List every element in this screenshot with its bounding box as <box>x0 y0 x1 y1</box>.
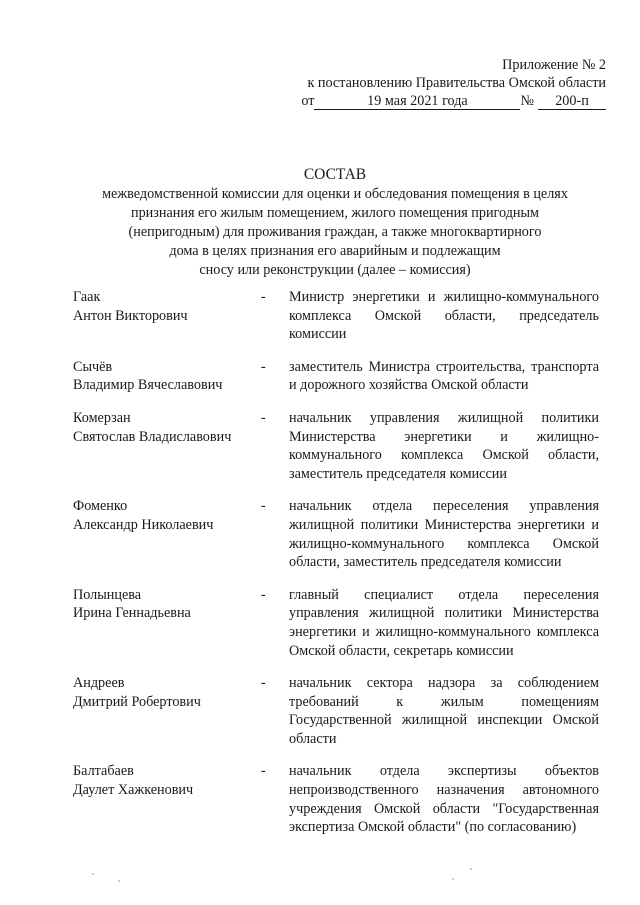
date-prefix: от <box>301 93 315 109</box>
member-given-names: Александр Николаевич <box>73 516 214 533</box>
member-given-names: Ирина Геннадьевна <box>73 605 191 622</box>
member-dash: - <box>261 498 266 515</box>
appendix-date-line <box>246 92 606 110</box>
scan-speck <box>470 868 472 870</box>
member-surname: Сычёв <box>73 358 113 375</box>
title-heading: СОСТАВ <box>303 166 367 183</box>
member-given-names: Даулет Хажкенович <box>73 782 194 799</box>
member-role: начальник сектора надзора за соблюдением требований к жилым помещениям Государственной жилищной инспекции Омской области <box>289 675 599 747</box>
scan-speck <box>92 873 94 875</box>
member-name <box>73 409 261 446</box>
member-role: Министр энергетики и жилищно-коммунального комплекса Омской области, председатель комиссии <box>289 289 599 343</box>
member-surname: Андреев <box>73 675 125 692</box>
member-given-names: Владимир Вячеславович <box>73 377 223 394</box>
member-given-names: Антон Викторович <box>73 307 188 324</box>
member-entry <box>73 762 599 836</box>
members-list <box>73 288 599 851</box>
member-given-names: Святослав Владиславович <box>73 428 232 445</box>
title-line: межведомственной комиссии для оценки и обследования помещения в целях <box>102 186 568 202</box>
member-dash: - <box>261 289 266 305</box>
member-name <box>73 358 261 395</box>
member-role: заместитель Министра строительства, транспорта и дорожного хозяйства Омской области <box>289 358 599 394</box>
member-name <box>73 674 261 711</box>
member-dash: - <box>261 763 266 780</box>
member-surname: Балтабаев <box>73 763 134 780</box>
title-line: дома в целях признания его аварийным и подлежащим <box>169 243 501 259</box>
member-surname: Фоменко <box>73 498 128 515</box>
appendix-number: Приложение № 2 <box>502 57 606 73</box>
member-name <box>73 586 261 623</box>
appendix-header <box>246 56 606 110</box>
number-prefix: № <box>520 93 534 109</box>
member-role: начальник управления жилищной политики Министерства энергетики и жилищно-коммунального комплекса Омской области, заместитель председателя комиссии <box>289 409 599 482</box>
scan-speck <box>452 878 454 880</box>
resolution-date: 19 мая 2021 года <box>314 94 520 110</box>
member-role: начальник отдела экспертизы объектов непроизводственного назначения автономного учреждения Омской области "Государственная экспертиза Омской области" (по согласованию) <box>289 763 599 836</box>
member-entry <box>73 586 599 660</box>
scan-speck <box>118 880 120 882</box>
member-surname: Полынцева <box>73 586 142 603</box>
member-dash: - <box>261 409 266 426</box>
title-line: (непригодным) для проживания граждан, а также многоквартирного <box>128 224 542 240</box>
member-surname: Комерзан <box>73 409 131 426</box>
title-line: признания его жилым помещением, жилого помещения пригодным <box>130 205 540 221</box>
member-entry <box>73 358 599 395</box>
appendix-resolution-ref: к постановлению Правительства Омской области <box>307 75 606 91</box>
resolution-number: 200-п <box>538 94 606 110</box>
member-entry <box>73 674 599 748</box>
member-surname: Гаак <box>73 289 101 305</box>
member-dash: - <box>261 586 266 603</box>
member-role: главный специалист отдела переселения управления жилищной политики Министерства энергетики и жилищно-коммунального комплекса Омской области, секретарь комиссии <box>289 586 599 659</box>
member-dash: - <box>261 358 266 375</box>
member-name <box>73 762 261 799</box>
member-name <box>73 288 261 325</box>
member-entry <box>73 288 599 344</box>
member-name <box>73 497 261 534</box>
member-entry <box>73 409 599 483</box>
title-line: сносу или реконструкции (далее – комиссия) <box>199 262 471 278</box>
member-entry <box>73 497 599 571</box>
document-title <box>70 165 600 280</box>
member-given-names: Дмитрий Робертович <box>73 693 201 710</box>
member-role: начальник отдела переселения управления жилищной политики Министерства энергетики и жилищно-коммунального комплекса Омской области, заместитель председателя комиссии <box>289 498 599 571</box>
member-dash: - <box>261 675 266 692</box>
